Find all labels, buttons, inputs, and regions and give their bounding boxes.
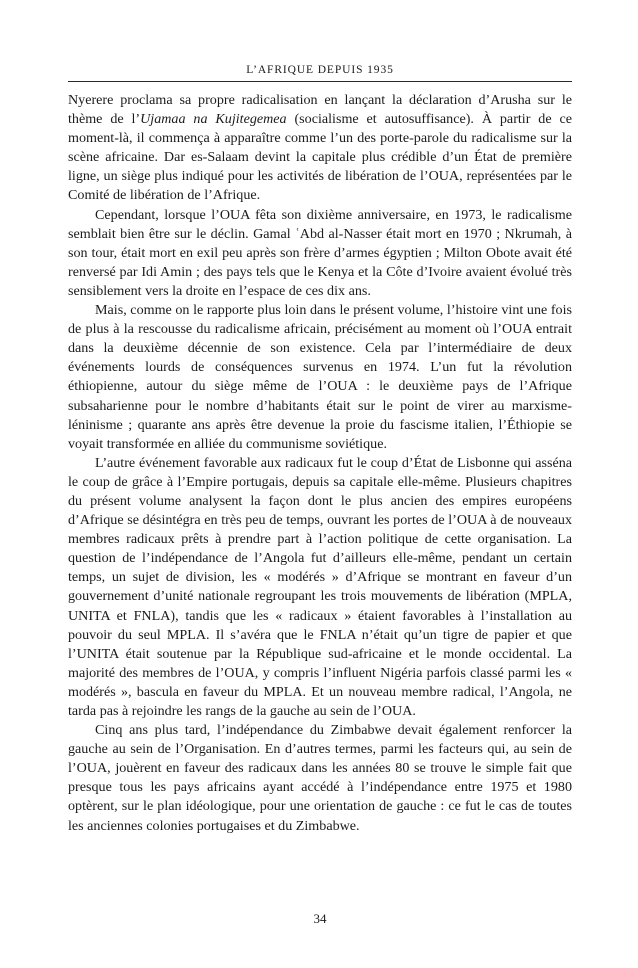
body-text (68, 91, 572, 836)
paragraph-1-lead: Nyerere proclama sa propre radicalisation en lançant la déclaration d’Arusha sur le thème de l’ (68, 92, 572, 128)
header-rule (68, 81, 572, 82)
page-number: 34 (313, 911, 327, 926)
running-head: L’AFRIQUE DEPUIS 1935 (246, 64, 394, 76)
paragraph-3: Mais, comme on le rapporte plus loin dans le présent volume, l’histoire vint une fois de plus à la rescousse du radicalisme africain, précisément au moment où l’OUA entrait dans la deuxième décennie de son existence. Cela par l’intermédiaire de deux événements lourds de conséquences survenus en 1974. L’un fut la révolution éthiopienne, autour du siège même de l’OUA : le deuxième pays de l’Afrique subsaharienne pour le nombre d’habitants était sur le point de virer au marxisme-léninisme ; quarante ans après être devenue la proie du fascisme italien, l’Éthiopie se voyait transformée en alliée du communisme soviétique. (68, 302, 572, 452)
paragraph-5: Cinq ans plus tard, l’indépendance du Zimbabwe devait également renforcer la gauche au sein de l’Organisation. En d’autres termes, parmi les facteurs qui, au sein de l’OUA, jouèrent en faveur des radicaux dans les années 80 se trouve le simple fait que presque tous les pays africains ayant accédé à l’indépendance entre 1975 et 1980 optèrent, sur le plan idéologique, pour une orientation de gauche : ce fut le cas de toutes les anciennes colonies portugaises et du Zimbabwe. (68, 722, 572, 834)
paragraph-1 (68, 91, 572, 206)
ujamaa-italic-term: Ujamaa na Kujitegemea (140, 111, 287, 128)
paragraph-2: Cependant, lorsque l’OUA fêta son dixième anniversaire, en 1973, le radicalisme semblait bien être sur le déclin. Gamal ʿAbd al-Nasser était mort en 1970 ; Nkrumah, à son tour, était mort en exil peu après son frère d’armes égyptien ; Milton Obote avait été renversé par Idi Amin ; des pays tels que le Kenya et la Côte d’Ivoire avaient évolué très sensiblement vers la droite en l’espace de ces dix ans. (68, 206, 572, 299)
paragraph-1-rest: (socialisme et autosuffisance). À partir de ce moment-là, il commença à apparaître comme l’un des porte-parole du radicalisme sur la scène africaine. Dar es-Salaam devint la capitale plus crédible d’un État de première ligne, un siège plus indiqué pour les activités de libération de l’OUA, représentées par le Comité de libération de l’Afrique. (68, 111, 572, 204)
paragraph-4: L’autre événement favorable aux radicaux fut le coup d’État de Lisbonne qui asséna le coup de grâce à l’Empire portugais, depuis sa capitale elle-même. Plusieurs chapitres du présent volume analysent la façon dont le plus ancien des empires européens d’Afrique se désintégra en très peu de temps, ouvrant les portes de l’OUA à de nouveaux membres radicaux prêts à prendre part à l’action politique de cette organisation. La question de l’indépendance de l’Angola fut d’ailleurs elle-même, pendant un certain temps, un sujet de division, les « modérés » d’Afrique se montrant en faveur d’un gouvernement d’unité nationale regroupant les trois mouvements de libération (MPLA, UNITA et FNLA), tandis que les « radicaux » étaient favorables à l’installation au pouvoir du seul MPLA. Il s’avéra que le FNLA n’était qu’un tigre de papier et que l’UNITA était soutenue par la République sud-africaine et le monde occidental. La majorité des membres de l’OUA, y compris l’influent Nigéria parfois classé parmi les « modérés », bascula en faveur du MPLA. Et un nouveau membre radical, l’Angola, ne tarda pas à rejoindre les rangs de la gauche au sein de l’OUA. (68, 454, 572, 719)
